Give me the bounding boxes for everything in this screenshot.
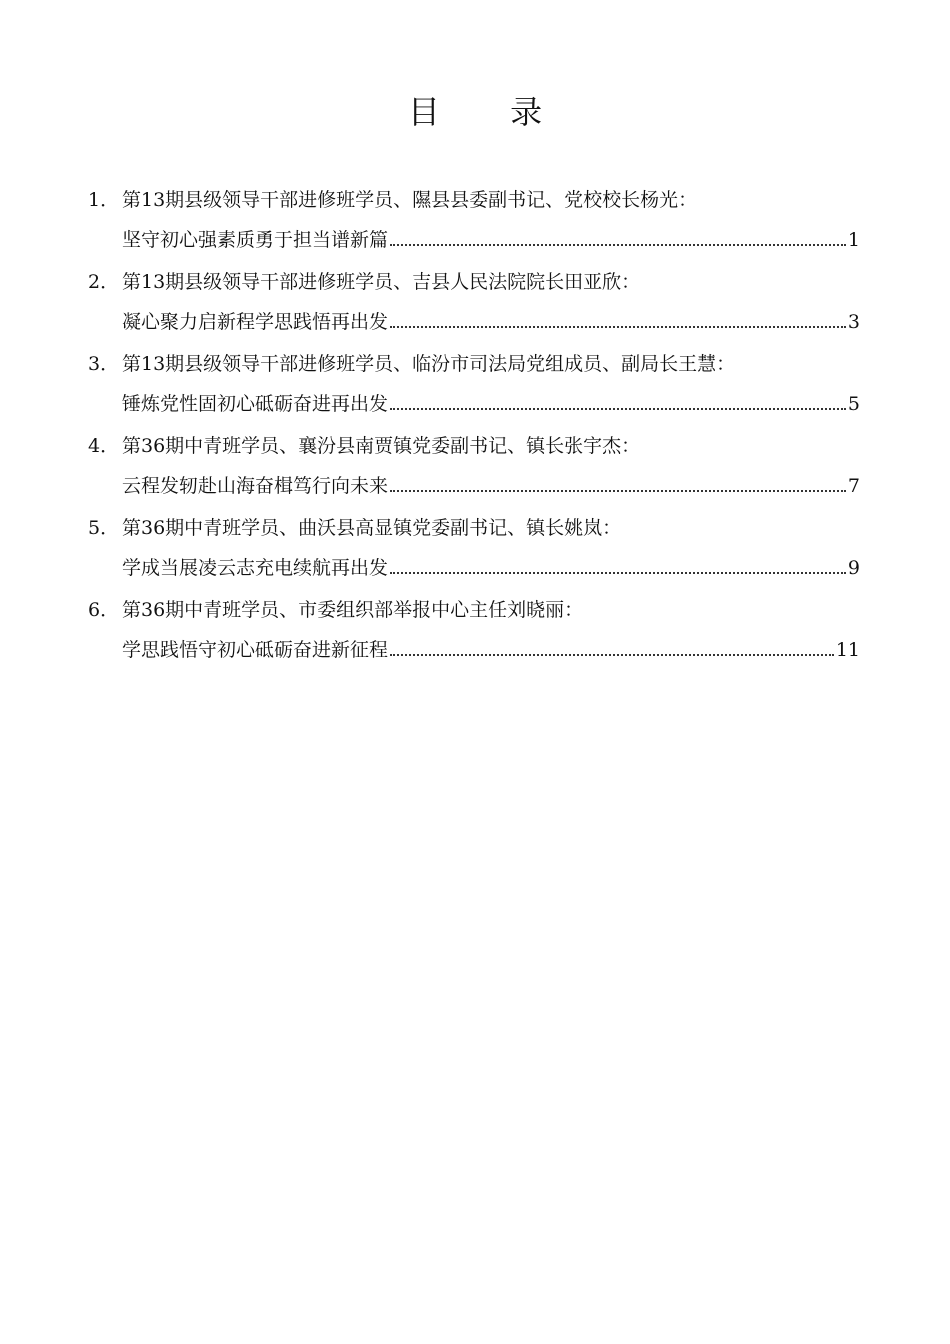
toc-entry[interactable]	[88, 590, 860, 672]
toc-entry-subtitle: 云程发轫赴山海奋楫笃行向未来	[122, 475, 389, 497]
toc-entry[interactable]	[88, 344, 860, 426]
toc-entry-subtitle-line	[122, 630, 860, 670]
toc-entry-number: 4．	[88, 435, 120, 457]
toc-entry[interactable]	[88, 508, 860, 590]
toc-title: 目 录	[407, 93, 573, 131]
toc-entry-heading: 第36期中青班学员、曲沃县高显镇党委副书记、镇长姚岚：	[122, 517, 622, 539]
toc-entry-number: 5．	[88, 517, 120, 539]
toc-entry-heading-line	[88, 426, 860, 466]
toc-entry-page-number: 7	[847, 475, 860, 497]
dot-leader	[390, 490, 846, 492]
toc-entry-heading: 第36期中青班学员、市委组织部举报中心主任刘晓丽：	[122, 599, 584, 621]
toc-entry-heading-line	[88, 590, 860, 630]
toc-entry[interactable]	[88, 426, 860, 508]
toc-entry[interactable]	[88, 180, 860, 262]
toc-entry-subtitle: 凝心聚力启新程学思践悟再出发	[122, 311, 389, 333]
dot-leader	[390, 408, 846, 410]
toc-entry-heading-line	[88, 262, 860, 302]
toc-entry-subtitle-line	[122, 548, 860, 588]
toc-entry-number: 3．	[88, 353, 120, 375]
toc-entry-page-number: 1	[847, 229, 860, 251]
toc-entry-subtitle: 锤炼党性固初心砥砺奋进再出发	[122, 393, 389, 415]
toc-entry-page-number: 9	[847, 557, 860, 579]
toc-entry-heading: 第13期县级领导干部进修班学员、隰县县委副书记、党校校长杨光：	[122, 189, 698, 211]
toc-entry-heading-line	[88, 180, 860, 220]
dot-leader	[390, 244, 846, 246]
toc-entry-number: 2．	[88, 271, 120, 293]
toc-entry-heading-line	[88, 344, 860, 384]
toc-entry-page-number: 3	[847, 311, 860, 333]
toc-entry-heading: 第13期县级领导干部进修班学员、吉县人民法院院长田亚欣：	[122, 271, 641, 293]
toc-entry-subtitle: 坚守初心强素质勇于担当谱新篇	[122, 229, 389, 251]
toc-entry-page-number: 11	[835, 639, 860, 661]
toc-entry-heading: 第36期中青班学员、襄汾县南贾镇党委副书记、镇长张宇杰：	[122, 435, 641, 457]
dot-leader	[390, 326, 846, 328]
toc-entry-subtitle-line	[122, 220, 860, 260]
toc-entry-subtitle: 学思践悟守初心砥砺奋进新征程	[122, 639, 389, 661]
toc-entry-number: 6．	[88, 599, 120, 621]
toc-entry-page-number: 5	[847, 393, 860, 415]
toc-entry[interactable]	[88, 262, 860, 344]
toc-entry-subtitle-line	[122, 384, 860, 424]
dot-leader	[390, 572, 846, 574]
dot-leader	[390, 654, 834, 656]
toc-entry-subtitle-line	[122, 302, 860, 342]
toc-entry-subtitle: 学成当展凌云志充电续航再出发	[122, 557, 389, 579]
toc-entry-heading-line	[88, 508, 860, 548]
toc-entry-subtitle-line	[122, 466, 860, 506]
toc-entry-heading: 第13期县级领导干部进修班学员、临汾市司法局党组成员、副局长王慧：	[122, 353, 736, 375]
toc-list	[88, 180, 860, 672]
toc-entry-number: 1．	[88, 189, 120, 211]
